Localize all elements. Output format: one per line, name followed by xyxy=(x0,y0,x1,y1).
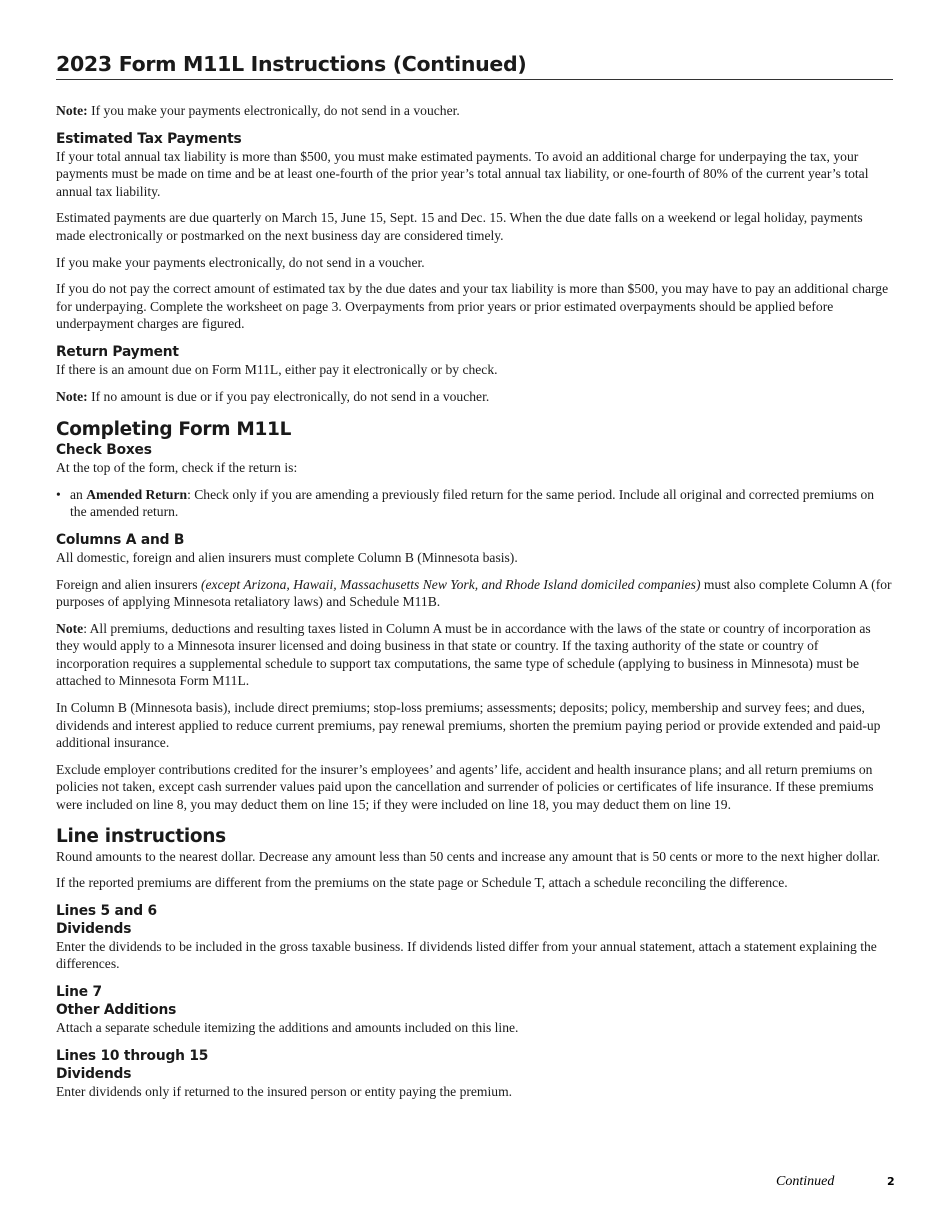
line-instructions-heading: Line instructions xyxy=(56,825,226,847)
return-payment-note xyxy=(56,388,893,406)
lines-5-6-p1: Enter the dividends to be included in the gross taxable business. If dividends listed differ from your annual statement, attach a statement explaining the differences. xyxy=(56,938,877,972)
line-instructions-p2: If the reported premiums are different from the premiums on the state page or Schedule T, attach a schedule reconciling the difference. xyxy=(56,875,788,891)
note-text: : All premiums, deductions and resulting taxes listed in Column A must be in accordance with the laws of the state or country of incorporation as they would apply to a Minnesota insurer licensed and doing business in that state or country. If the taxing authority of the state or country of incorporation requires a supplemental schedule to support tax computations, the same type of schedule (applying to business in Minnesota) must be attached to Minnesota Form M11L. xyxy=(56,620,871,689)
return-payment-p1: If there is an amount due on Form M11L, either pay it electronically or by check. xyxy=(56,361,498,377)
note-paragraph xyxy=(56,102,893,120)
note-label: Note xyxy=(56,620,84,636)
line-7-subheading: Other Additions xyxy=(56,1002,177,1018)
lines-10-15-section xyxy=(56,1047,893,1101)
check-boxes-p1: At the top of the form, check if the return is: xyxy=(56,460,298,476)
columns-p4: In Column B (Minnesota basis), include direct premiums; stop-loss premiums; assessments; deposits; policy, membership and survey fees; and dues, dividends and interest applied to reduce current premiums, pay renewal premiums, shorten the premium paying period or provide extended and paid-up additional insurance. xyxy=(56,700,881,751)
line-7-heading: Line 7 xyxy=(56,984,102,1000)
return-payment-section xyxy=(56,343,893,405)
note-label: Note: xyxy=(56,103,88,118)
completing-heading: Completing Form M11L xyxy=(56,419,292,441)
return-payment-heading: Return Payment xyxy=(56,343,179,360)
columns-p2-start: Foreign and alien insurers xyxy=(56,576,201,592)
lines-10-15-p1: Enter dividends only if returned to the insured person or entity paying the premium. xyxy=(56,1083,513,1099)
columns-p2-italic: (except Arizona, Hawaii, Massachusetts New York, and Rhode Island domiciled companies) xyxy=(200,576,701,592)
continued-label: Continued xyxy=(776,1174,835,1189)
lines-5-6-heading: Lines 5 and 6 xyxy=(56,902,157,919)
columns-p1: All domestic, foreign and alien insurers must complete Column B (Minnesota basis). xyxy=(56,549,518,565)
columns-section xyxy=(56,531,893,814)
check-boxes-heading: Check Boxes xyxy=(56,442,152,459)
note-text: If no amount is due or if you pay electronically, do not send in a voucher. xyxy=(87,388,490,404)
estimated-tax-heading: Estimated Tax Payments xyxy=(56,130,242,147)
lines-10-15-subheading: Dividends xyxy=(56,1065,132,1082)
estimated-tax-p2: Estimated payments are due quarterly on March 15, June 15, Sept. 15 and Dec. 15. When the due date falls on a weekend or legal holiday, payments made electronically or postmarked on the next business day are considered timely. xyxy=(56,210,863,243)
bullet-prefix: an xyxy=(70,486,87,502)
note-text: If you make your payments electronically, do not send in a voucher. xyxy=(87,103,460,118)
bullet-body: : Check only if you are amending a previously filed return for the same period. Include all original and corrected premiums on the amended return. xyxy=(70,486,875,520)
columns-note xyxy=(56,620,893,690)
completing-section xyxy=(56,419,893,521)
line-7-p1: Attach a separate schedule itemizing the additions and amounts included on this line. xyxy=(56,1020,519,1035)
line-instructions-section xyxy=(56,826,893,892)
columns-p5: Exclude employer contributions credited for the insurer’s employees’ and agents’ life, accident and health insurance plans; and all return premiums on policies not taken, except cash surrender values paid upon the cancellation and surrender of policies or certificates of life insurance. If these premiums were included on line 8, you may deduct them on line 15; if they were included on line 18, you may deduct them on line 19. xyxy=(56,761,874,813)
page-number: 2 xyxy=(887,1175,895,1188)
columns-p2 xyxy=(56,576,893,611)
estimated-tax-p4: If you do not pay the correct amount of estimated tax by the due dates and your tax liability is more than $500, you may have to pay an additional charge for underpaying. Complete the worksheet on page 3. Overpayments from prior years or prior estimated overpayments should be applied before underpayment charges are figured. xyxy=(56,281,889,332)
estimated-tax-p3: If you make your payments electronically, do not send in a voucher. xyxy=(56,254,425,270)
note-label: Note: xyxy=(56,388,88,404)
columns-p2-end: must also complete Column A (for purposes of applying Minnesota retaliatory laws) and Schedule M11B. xyxy=(56,576,892,610)
columns-heading: Columns A and B xyxy=(56,531,185,548)
bullet-bold: Amended Return xyxy=(86,486,188,502)
line-7-section xyxy=(56,983,893,1037)
line-instructions-p1: Round amounts to the nearest dollar. Decrease any amount less than 50 cents and increase any amount that is 50 cents or more to the next higher dollar. xyxy=(56,848,881,864)
bullet-dot: • xyxy=(56,486,61,502)
estimated-tax-p1: If your total annual tax liability is more than $500, you must make estimated payments. To avoid an additional charge for underpaying the tax, your payments must be made on time and be at least one-fourth of the prior year’s total annual tax liability, or one-fourth of 80% of the current year’s total annual tax liability. xyxy=(56,148,869,199)
amended-return-bullet xyxy=(56,486,893,521)
page-title: 2023 Form M11L Instructions (Continued) xyxy=(56,52,893,80)
bullet-text xyxy=(70,486,893,521)
lines-10-15-heading: Lines 10 through 15 xyxy=(56,1047,209,1064)
estimated-tax-section xyxy=(56,130,893,333)
lines-5-6-section xyxy=(56,902,893,973)
lines-5-6-subheading: Dividends xyxy=(56,920,132,937)
document-page xyxy=(56,52,893,1109)
